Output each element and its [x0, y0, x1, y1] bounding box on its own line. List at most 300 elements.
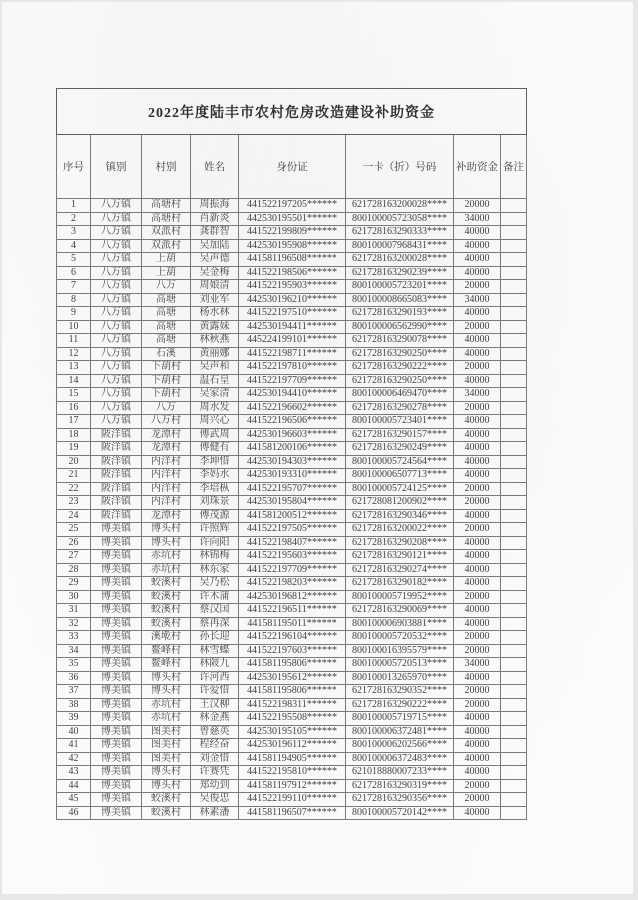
cell-index: 43 — [57, 766, 91, 780]
cell-index: 35 — [57, 658, 91, 672]
cell-subsidy-amount: 40000 — [454, 307, 501, 321]
cell-subsidy-amount: 20000 — [454, 401, 501, 415]
cell-village: 博头村 — [142, 536, 191, 550]
cell-name: 程经奋 — [191, 739, 239, 753]
cell-remarks — [501, 266, 527, 280]
cell-name: 吴金梅 — [191, 266, 239, 280]
cell-index: 1 — [57, 199, 91, 213]
cell-remarks — [501, 563, 527, 577]
cell-index: 3 — [57, 226, 91, 240]
cell-id-number: 441581195806****** — [239, 685, 346, 699]
table-row — [57, 293, 527, 307]
cell-card-number: 800100006507713**** — [346, 469, 454, 483]
cell-town: 博美镇 — [91, 644, 142, 658]
cell-subsidy-amount: 20000 — [454, 523, 501, 537]
cell-village: 双派村 — [142, 239, 191, 253]
cell-name: 许木蒲 — [191, 590, 239, 604]
cell-card-number: 800100005723201**** — [346, 280, 454, 294]
cell-remarks — [501, 658, 527, 672]
cell-village: 鳌峰村 — [142, 644, 191, 658]
cell-id-number: 441581195806****** — [239, 658, 346, 672]
cell-village: 高塘 — [142, 307, 191, 321]
table-row — [57, 199, 527, 213]
cell-village: 博头村 — [142, 779, 191, 793]
cell-remarks — [501, 806, 527, 820]
cell-card-number: 621728163290157**** — [346, 428, 454, 442]
cell-town: 八万镇 — [91, 239, 142, 253]
cell-card-number: 800100007968431**** — [346, 239, 454, 253]
scanned-page — [2, 2, 633, 894]
table-row — [57, 334, 527, 348]
cell-card-number: 621728163290249**** — [346, 442, 454, 456]
cell-index: 36 — [57, 671, 91, 685]
cell-town: 博美镇 — [91, 590, 142, 604]
table-row — [57, 806, 527, 820]
table-row — [57, 266, 527, 280]
cell-subsidy-amount: 34000 — [454, 293, 501, 307]
cell-index: 29 — [57, 577, 91, 591]
cell-index: 20 — [57, 455, 91, 469]
cell-id-number: 441581196507****** — [239, 806, 346, 820]
cell-remarks — [501, 469, 527, 483]
cell-village: 蛟溪村 — [142, 590, 191, 604]
cell-card-number: 800100005724564**** — [346, 455, 454, 469]
cell-town: 博美镇 — [91, 617, 142, 631]
cell-card-number: 800100016395579**** — [346, 644, 454, 658]
cell-remarks — [501, 320, 527, 334]
cell-village: 上葫 — [142, 266, 191, 280]
cell-remarks — [501, 239, 527, 253]
cell-name: 吴声和 — [191, 361, 239, 375]
cell-town: 博美镇 — [91, 766, 142, 780]
header-name: 姓名 — [191, 135, 239, 199]
cell-village: 高塘 — [142, 334, 191, 348]
cell-card-number: 621728163290069**** — [346, 604, 454, 618]
cell-subsidy-amount: 40000 — [454, 415, 501, 429]
cell-id-number: 442530195501****** — [239, 212, 346, 226]
cell-id-number: 445224199101****** — [239, 334, 346, 348]
cell-name: 许赛凭 — [191, 766, 239, 780]
cell-index: 2 — [57, 212, 91, 226]
table-row — [57, 482, 527, 496]
cell-id-number: 442530196812****** — [239, 590, 346, 604]
cell-id-number: 441522197510****** — [239, 307, 346, 321]
cell-name: 肖新炎 — [191, 212, 239, 226]
cell-subsidy-amount: 40000 — [454, 617, 501, 631]
cell-remarks — [501, 725, 527, 739]
table-row — [57, 739, 527, 753]
cell-town: 八万镇 — [91, 374, 142, 388]
cell-id-number: 441522195508****** — [239, 712, 346, 726]
cell-village: 蛟溪村 — [142, 793, 191, 807]
cell-subsidy-amount: 20000 — [454, 361, 501, 375]
cell-id-number: 442530195804****** — [239, 496, 346, 510]
cell-town: 八万镇 — [91, 320, 142, 334]
cell-town: 八万镇 — [91, 361, 142, 375]
cell-village: 内洋村 — [142, 469, 191, 483]
cell-remarks — [501, 577, 527, 591]
cell-index: 45 — [57, 793, 91, 807]
cell-index: 32 — [57, 617, 91, 631]
cell-subsidy-amount: 40000 — [454, 671, 501, 685]
cell-village: 图美村 — [142, 725, 191, 739]
cell-subsidy-amount: 40000 — [454, 712, 501, 726]
cell-subsidy-amount: 20000 — [454, 482, 501, 496]
cell-id-number: 441522195903****** — [239, 280, 346, 294]
cell-remarks — [501, 442, 527, 456]
cell-name: 林雪蝶 — [191, 644, 239, 658]
cell-village: 博头村 — [142, 766, 191, 780]
cell-card-number: 621018880007233**** — [346, 766, 454, 780]
cell-card-number: 800100006372483**** — [346, 752, 454, 766]
cell-remarks — [501, 415, 527, 429]
cell-card-number: 800100006903881**** — [346, 617, 454, 631]
cell-card-number: 621728163290182**** — [346, 577, 454, 591]
cell-id-number: 441581196508****** — [239, 253, 346, 267]
cell-remarks — [501, 253, 527, 267]
cell-index: 33 — [57, 631, 91, 645]
cell-name: 林锦梅 — [191, 550, 239, 564]
cell-village: 下葫村 — [142, 361, 191, 375]
cell-village: 龙潭村 — [142, 509, 191, 523]
cell-id-number: 442530196210****** — [239, 293, 346, 307]
cell-village: 下葫村 — [142, 388, 191, 402]
cell-village: 蛟溪村 — [142, 806, 191, 820]
cell-index: 22 — [57, 482, 91, 496]
table-row — [57, 361, 527, 375]
cell-id-number: 441581200106****** — [239, 442, 346, 456]
table-row — [57, 536, 527, 550]
cell-town: 博美镇 — [91, 604, 142, 618]
cell-card-number: 800100006202566**** — [346, 739, 454, 753]
cell-village: 内洋村 — [142, 482, 191, 496]
cell-name: 李培枞 — [191, 482, 239, 496]
cell-town: 八万镇 — [91, 347, 142, 361]
cell-subsidy-amount: 40000 — [454, 347, 501, 361]
cell-id-number: 441522196602****** — [239, 401, 346, 415]
cell-index: 13 — [57, 361, 91, 375]
cell-subsidy-amount: 40000 — [454, 604, 501, 618]
cell-subsidy-amount: 40000 — [454, 766, 501, 780]
cell-name: 刘业军 — [191, 293, 239, 307]
cell-name: 周娘清 — [191, 280, 239, 294]
cell-card-number: 621728163290278**** — [346, 401, 454, 415]
cell-id-number: 442530194410****** — [239, 388, 346, 402]
table-row — [57, 712, 527, 726]
cell-subsidy-amount: 40000 — [454, 550, 501, 564]
cell-index: 7 — [57, 280, 91, 294]
cell-card-number: 621728163290352**** — [346, 685, 454, 699]
cell-card-number: 621728163290346**** — [346, 509, 454, 523]
cell-remarks — [501, 712, 527, 726]
table-row — [57, 590, 527, 604]
cell-village: 蛟溪村 — [142, 577, 191, 591]
cell-subsidy-amount: 20000 — [454, 685, 501, 699]
cell-index: 23 — [57, 496, 91, 510]
table-row — [57, 644, 527, 658]
header-remarks: 备注 — [501, 135, 527, 199]
cell-id-number: 441522198711****** — [239, 347, 346, 361]
cell-name: 郑幼到 — [191, 779, 239, 793]
cell-town: 八万镇 — [91, 226, 142, 240]
cell-card-number: 800100005720532**** — [346, 631, 454, 645]
header-town: 镇别 — [91, 135, 142, 199]
cell-subsidy-amount: 40000 — [454, 374, 501, 388]
cell-id-number: 442530194303****** — [239, 455, 346, 469]
table-row — [57, 320, 527, 334]
cell-name: 蔡再深 — [191, 617, 239, 631]
cell-remarks — [501, 212, 527, 226]
cell-card-number: 621728163290333**** — [346, 226, 454, 240]
cell-id-number: 441522195707****** — [239, 482, 346, 496]
cell-id-number: 441522198407****** — [239, 536, 346, 550]
cell-name: 黄丽娜 — [191, 347, 239, 361]
cell-village: 赤坑村 — [142, 550, 191, 564]
cell-town: 博美镇 — [91, 779, 142, 793]
cell-village: 龙潭村 — [142, 442, 191, 456]
cell-index: 30 — [57, 590, 91, 604]
cell-town: 八万镇 — [91, 307, 142, 321]
cell-town: 博美镇 — [91, 536, 142, 550]
cell-id-number: 442530194411****** — [239, 320, 346, 334]
table-row — [57, 280, 527, 294]
cell-village: 双派村 — [142, 226, 191, 240]
cell-card-number: 621728081200902**** — [346, 496, 454, 510]
cell-village: 赤坑村 — [142, 712, 191, 726]
cell-subsidy-amount: 20000 — [454, 631, 501, 645]
cell-name: 傅武周 — [191, 428, 239, 442]
cell-card-number: 621728163290319**** — [346, 779, 454, 793]
cell-name: 杨水林 — [191, 307, 239, 321]
cell-subsidy-amount: 40000 — [454, 577, 501, 591]
cell-name: 傅健有 — [191, 442, 239, 456]
table-row — [57, 253, 527, 267]
cell-index: 4 — [57, 239, 91, 253]
cell-card-number: 800100005723401**** — [346, 415, 454, 429]
cell-village: 图美村 — [142, 739, 191, 753]
table-row — [57, 428, 527, 442]
cell-id-number: 442530193310****** — [239, 469, 346, 483]
cell-subsidy-amount: 20000 — [454, 793, 501, 807]
cell-town: 八万镇 — [91, 293, 142, 307]
table-row — [57, 469, 527, 483]
cell-id-number: 441522198311****** — [239, 698, 346, 712]
cell-id-number: 441522196506****** — [239, 415, 346, 429]
table-row — [57, 617, 527, 631]
cell-name: 林陂九 — [191, 658, 239, 672]
cell-remarks — [501, 644, 527, 658]
cell-village: 龙潭村 — [142, 428, 191, 442]
cell-id-number: 441522195810****** — [239, 766, 346, 780]
cell-village: 内洋村 — [142, 455, 191, 469]
cell-id-number: 441522198506****** — [239, 266, 346, 280]
table-row — [57, 239, 527, 253]
cell-subsidy-amount: 40000 — [454, 739, 501, 753]
cell-name: 周兴心 — [191, 415, 239, 429]
table-row — [57, 550, 527, 564]
header-index: 序号 — [57, 135, 91, 199]
cell-name: 吴加陆 — [191, 239, 239, 253]
cell-name: 刘金惜 — [191, 752, 239, 766]
cell-town: 博美镇 — [91, 631, 142, 645]
page-title: 2022年度陆丰市农村危房改造建设补助资金 — [57, 89, 527, 135]
cell-index: 16 — [57, 401, 91, 415]
cell-name: 王汉柳 — [191, 698, 239, 712]
cell-town: 博美镇 — [91, 671, 142, 685]
cell-town: 八万镇 — [91, 253, 142, 267]
table-row — [57, 509, 527, 523]
cell-subsidy-amount: 40000 — [454, 428, 501, 442]
cell-town: 八万镇 — [91, 388, 142, 402]
table-row — [57, 212, 527, 226]
cell-subsidy-amount: 34000 — [454, 658, 501, 672]
cell-id-number: 441581194905****** — [239, 752, 346, 766]
cell-name: 李坤惜 — [191, 455, 239, 469]
cell-id-number: 442530195105****** — [239, 725, 346, 739]
header-id-number: 身份证 — [239, 135, 346, 199]
table-row — [57, 766, 527, 780]
cell-index: 15 — [57, 388, 91, 402]
cell-remarks — [501, 752, 527, 766]
cell-name: 林东家 — [191, 563, 239, 577]
cell-index: 44 — [57, 779, 91, 793]
cell-remarks — [501, 280, 527, 294]
cell-card-number: 621728163290222**** — [346, 698, 454, 712]
cell-village: 赤坑村 — [142, 698, 191, 712]
table-row — [57, 752, 527, 766]
cell-village: 高塘 — [142, 320, 191, 334]
cell-name: 龚群智 — [191, 226, 239, 240]
cell-card-number: 800100008665083**** — [346, 293, 454, 307]
cell-subsidy-amount: 40000 — [454, 239, 501, 253]
table-row — [57, 685, 527, 699]
cell-index: 24 — [57, 509, 91, 523]
cell-card-number: 621728163290274**** — [346, 563, 454, 577]
cell-village: 蛟溪村 — [142, 617, 191, 631]
cell-index: 46 — [57, 806, 91, 820]
table-row — [57, 671, 527, 685]
cell-subsidy-amount: 34000 — [454, 388, 501, 402]
cell-village: 下葫村 — [142, 374, 191, 388]
cell-remarks — [501, 550, 527, 564]
cell-card-number: 800100013265970**** — [346, 671, 454, 685]
cell-town: 博美镇 — [91, 658, 142, 672]
table-row — [57, 455, 527, 469]
table-row — [57, 631, 527, 645]
cell-remarks — [501, 739, 527, 753]
cell-index: 6 — [57, 266, 91, 280]
table-row — [57, 604, 527, 618]
cell-index: 18 — [57, 428, 91, 442]
cell-village: 高塘村 — [142, 212, 191, 226]
cell-remarks — [501, 401, 527, 415]
cell-town: 博美镇 — [91, 739, 142, 753]
cell-remarks — [501, 793, 527, 807]
cell-subsidy-amount: 34000 — [454, 212, 501, 226]
cell-name: 许河西 — [191, 671, 239, 685]
cell-card-number: 800100005723058**** — [346, 212, 454, 226]
cell-id-number: 442530196603****** — [239, 428, 346, 442]
cell-index: 21 — [57, 469, 91, 483]
cell-index: 8 — [57, 293, 91, 307]
cell-id-number: 441522197709****** — [239, 563, 346, 577]
header-card-number: 一卡（折）号码 — [346, 135, 454, 199]
cell-index: 19 — [57, 442, 91, 456]
cell-id-number: 441522199809****** — [239, 226, 346, 240]
cell-subsidy-amount: 40000 — [454, 469, 501, 483]
cell-name: 林金燕 — [191, 712, 239, 726]
header-village: 村别 — [142, 135, 191, 199]
cell-card-number: 621728163290078**** — [346, 334, 454, 348]
cell-index: 39 — [57, 712, 91, 726]
cell-name: 孙长迎 — [191, 631, 239, 645]
cell-town: 八万镇 — [91, 401, 142, 415]
cell-remarks — [501, 509, 527, 523]
cell-remarks — [501, 361, 527, 375]
cell-name: 林秋燕 — [191, 334, 239, 348]
table-row — [57, 347, 527, 361]
cell-card-number: 621728163200028**** — [346, 253, 454, 267]
cell-card-number: 800100005719715**** — [346, 712, 454, 726]
cell-id-number: 442530196112****** — [239, 739, 346, 753]
cell-card-number: 800100005720513**** — [346, 658, 454, 672]
cell-name: 许爱惜 — [191, 685, 239, 699]
table-row — [57, 496, 527, 510]
cell-remarks — [501, 604, 527, 618]
cell-remarks — [501, 388, 527, 402]
cell-remarks — [501, 685, 527, 699]
cell-index: 14 — [57, 374, 91, 388]
cell-subsidy-amount: 40000 — [454, 455, 501, 469]
cell-index: 10 — [57, 320, 91, 334]
cell-subsidy-amount: 40000 — [454, 725, 501, 739]
cell-id-number: 441522199110****** — [239, 793, 346, 807]
cell-subsidy-amount: 20000 — [454, 199, 501, 213]
cell-name: 李妈水 — [191, 469, 239, 483]
table-row — [57, 226, 527, 240]
cell-subsidy-amount: 20000 — [454, 496, 501, 510]
cell-subsidy-amount: 20000 — [454, 698, 501, 712]
cell-town: 陂洋镇 — [91, 509, 142, 523]
cell-village: 内洋村 — [142, 496, 191, 510]
cell-town: 博美镇 — [91, 563, 142, 577]
cell-id-number: 442530195612****** — [239, 671, 346, 685]
cell-town: 陂洋镇 — [91, 496, 142, 510]
cell-town: 博美镇 — [91, 712, 142, 726]
cell-village: 图美村 — [142, 752, 191, 766]
cell-village: 博头村 — [142, 523, 191, 537]
cell-subsidy-amount: 20000 — [454, 644, 501, 658]
cell-village: 赤坑村 — [142, 563, 191, 577]
cell-remarks — [501, 482, 527, 496]
cell-remarks — [501, 428, 527, 442]
cell-remarks — [501, 496, 527, 510]
table-row — [57, 374, 527, 388]
cell-id-number: 441522197709****** — [239, 374, 346, 388]
cell-name: 刘珠景 — [191, 496, 239, 510]
cell-name: 许向阳 — [191, 536, 239, 550]
cell-name: 温石皇 — [191, 374, 239, 388]
cell-card-number: 800100006562990**** — [346, 320, 454, 334]
cell-town: 陂洋镇 — [91, 455, 142, 469]
cell-id-number: 442530195908****** — [239, 239, 346, 253]
cell-id-number: 441581195011****** — [239, 617, 346, 631]
cell-subsidy-amount: 40000 — [454, 442, 501, 456]
table-row — [57, 563, 527, 577]
cell-index: 26 — [57, 536, 91, 550]
cell-town: 八万镇 — [91, 415, 142, 429]
cell-town: 博美镇 — [91, 793, 142, 807]
